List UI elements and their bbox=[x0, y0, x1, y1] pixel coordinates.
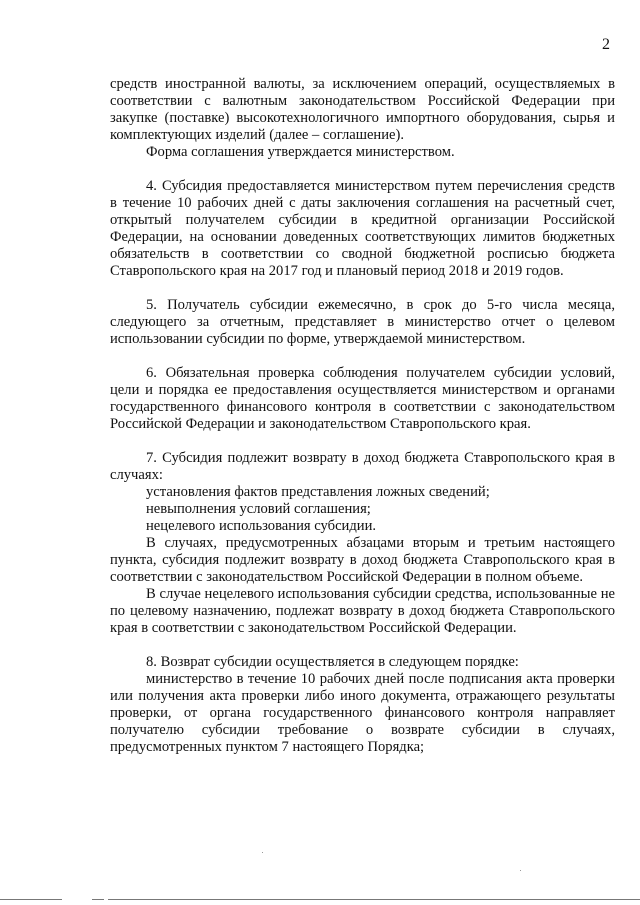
paragraph: 6. Обязательная проверка соблюдения получателем субсидии условий, цели и порядка ее предоставления осуществляется министерством и органами государственного финансового контроля в соответствии с законодательством Российской Федерации и законодательством Ставропольского края. bbox=[110, 365, 615, 432]
paragraph: средств иностранной валюты, за исключением операций, осуществляемых в соответствии с валютным законодательством Российской Федерации при закупке (поставке) высокотехнологичного импортного оборудования, сырья и комплектующих изделий (далее – соглашение). bbox=[110, 76, 615, 143]
scan-edge-line bbox=[92, 899, 104, 900]
paragraph: 5. Получатель субсидии ежемесячно, в срок до 5-го числа месяца, следующего за отчетным, представляет в министерство отчет о целевом использовании субсидии по форме, утверждаемой министерством. bbox=[110, 297, 615, 347]
paragraph: 8. Возврат субсидии осуществляется в следующем порядке: bbox=[146, 654, 519, 670]
paragraph: В случае нецелевого использования субсидии средства, использованные не по целевому назначению, подлежат возврату в доход бюджета Ставропольского края в соответствии с законодательством Российской Федерации. bbox=[110, 586, 615, 636]
list-item: установления фактов представления ложных сведений; bbox=[146, 484, 490, 500]
paragraph: В случаях, предусмотренных абзацами вторым и третьим настоящего пункта, субсидия подлежит возврату в доход бюджета Ставропольского края в соответствии с законодательством Российской Федерации в полном объеме. bbox=[110, 535, 615, 585]
scan-edge-line bbox=[108, 899, 640, 900]
document-body bbox=[110, 76, 615, 756]
scan-speck bbox=[262, 852, 263, 853]
page-number: 2 bbox=[602, 36, 610, 53]
paragraph: министерство в течение 10 рабочих дней после подписания акта проверки или получения акта проверки либо иного документа, отражающего результаты проверки, от органа государственного финансового контроля направляет получателю субсидии требование о возврате субсидии в случаях, предусмотренных пунктом 7 настоящего Порядка; bbox=[110, 671, 615, 755]
paragraph: 4. Субсидия предоставляется министерством путем перечисления средств в течение 10 рабочих дней с даты заключения соглашения на расчетный счет, открытый получателем субсидии в кредитной организации Российской Федерации, на основании доведенных соответствующих лимитов бюджетных обязательств в соответствии со сводной бюджетной росписью бюджета Ставропольского края на 2017 год и плановый период 2018 и 2019 годов. bbox=[110, 178, 615, 279]
scan-edge-line bbox=[0, 899, 62, 900]
list-item: нецелевого использования субсидии. bbox=[146, 518, 377, 534]
paragraph: 7. Субсидия подлежит возврату в доход бюджета Ставропольского края в случаях: bbox=[110, 450, 615, 483]
paragraph: Форма соглашения утверждается министерством. bbox=[146, 144, 455, 160]
list-item: невыполнения условий соглашения; bbox=[146, 501, 371, 517]
scan-speck bbox=[520, 870, 521, 871]
